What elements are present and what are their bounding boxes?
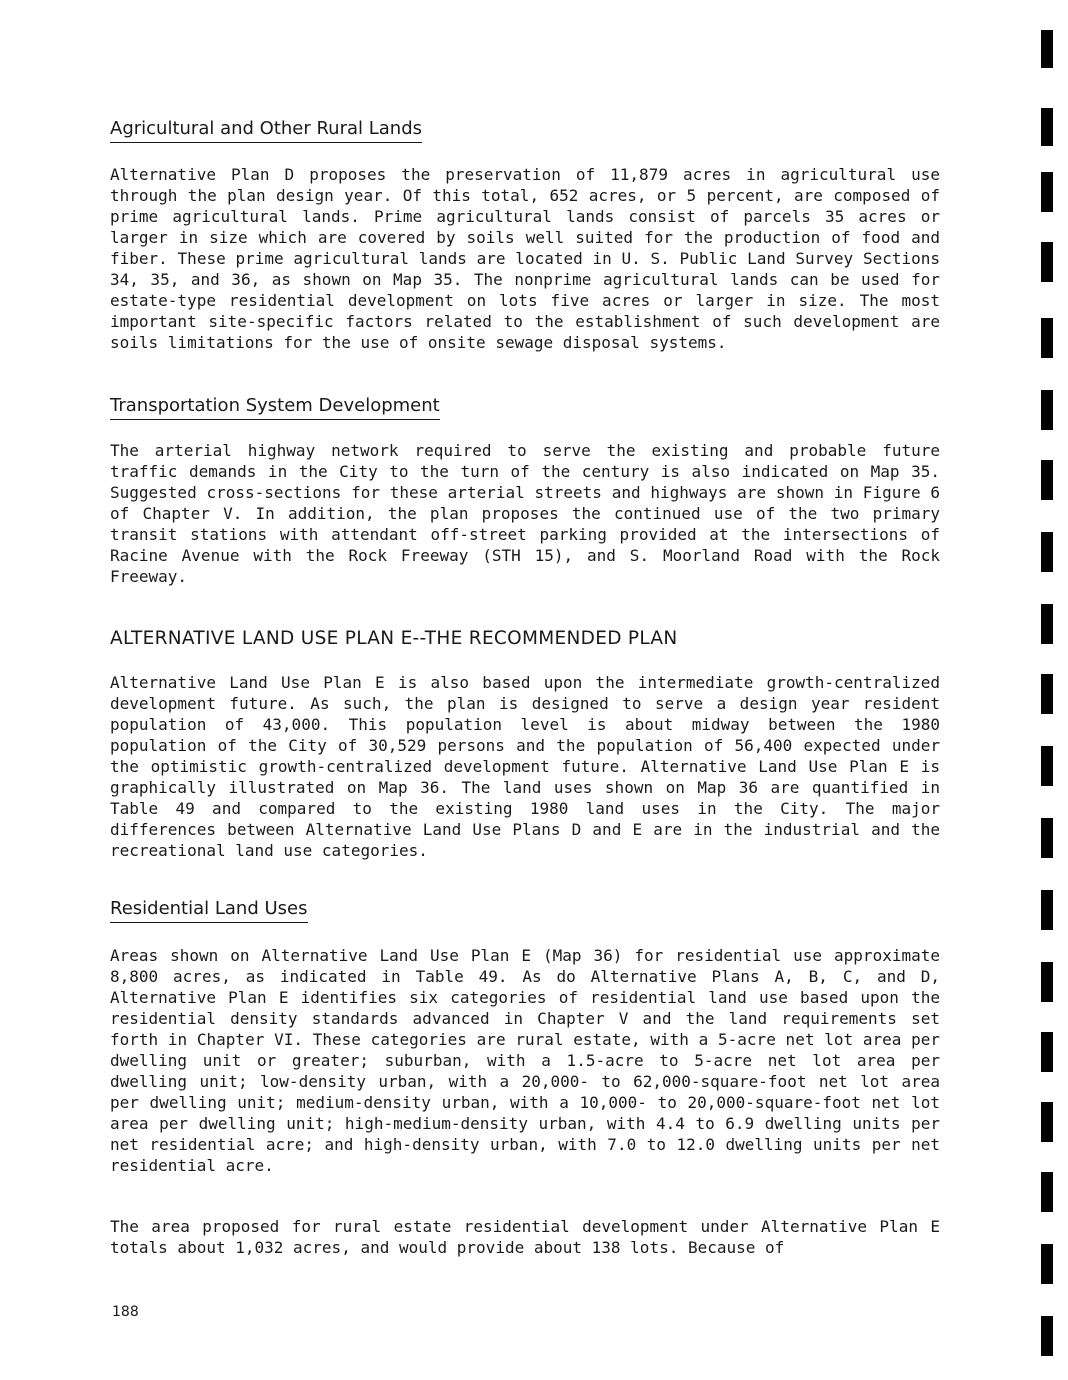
- timing-mark: [1041, 604, 1053, 644]
- timing-mark: [1041, 1316, 1053, 1356]
- timing-mark: [1041, 1172, 1053, 1212]
- timing-mark: [1041, 1102, 1053, 1142]
- timing-mark: [1041, 460, 1053, 500]
- timing-mark: [1041, 818, 1053, 858]
- timing-mark: [1041, 318, 1053, 358]
- timing-mark: [1041, 674, 1053, 714]
- paragraph-residential-2: The area proposed for rural estate residential development under Alternative Plan E totals about 1,032 acres, and would provide about 138 lots. Because of: [110, 1217, 940, 1257]
- timing-mark: [1041, 532, 1053, 572]
- paragraph-residential-1: Areas shown on Alternative Land Use Plan E (Map 36) for residential use approximate 8,800 acres, as indicated in Table 49. As do Alternative Plans A, B, C, and D, Alternative Plan E identifies six categories of residential land use based upon the residential density standards advanced in Chapter V and the land requirements set forth in Chapter VI. These categories are rural estate, with a 5-acre net lot area per dwelling unit or greater; suburban, with a 1.5-acre to 5-acre net lot area per dwelling unit; low-density urban, with a 20,000- to 62,000-square-foot net lot area per dwelling unit; medium-density urban, with a 10,000- to 20,000-square-foot net lot area per dwelling unit; high-medium-density urban, with 4.4 to 6.9 dwelling units per net residential acre; and high-density urban, with 7.0 to 12.0 dwelling units per net residential acre.: [110, 946, 940, 1175]
- section-heading-transportation: Transportation System Development: [110, 395, 440, 420]
- timing-mark: [1041, 390, 1053, 430]
- paragraph-transportation: The arterial highway network required to serve the existing and probable future traffic demands in the City to the turn of the century is also indicated on Map 35. Suggested cross-sections for these arterial streets and highways are shown in Figure 6 of Chapter V. In addition, the plan proposes the continued use of the two primary transit stations with attendant off-street parking provided at the intersections of Racine Avenue with the Rock Freeway (STH 15), and S. Moorland Road with the Rock Freeway.: [110, 441, 940, 586]
- section-heading-agricultural: Agricultural and Other Rural Lands: [110, 118, 422, 143]
- timing-mark: [1041, 890, 1053, 930]
- timing-mark: [1041, 1244, 1053, 1284]
- timing-mark: [1041, 30, 1053, 68]
- major-heading-plan-e: ALTERNATIVE LAND USE PLAN E--THE RECOMMENDED PLAN: [110, 628, 678, 649]
- page-number: 188: [112, 1304, 139, 1320]
- timing-mark: [1041, 1032, 1053, 1072]
- section-heading-residential: Residential Land Uses: [110, 898, 308, 923]
- timing-mark: [1041, 242, 1053, 282]
- timing-mark: [1041, 108, 1053, 146]
- paragraph-agricultural: Alternative Plan D proposes the preservation of 11,879 acres in agricultural use through the plan design year. Of this total, 652 acres, or 5 percent, are composed of prime agricultural lands. Prime agricultural lands consist of parcels 35 acres or larger in size which are covered by soils well suited for the production of food and fiber. These prime agricultural lands are located in U. S. Public Land Survey Sections 34, 35, and 36, as shown on Map 35. The nonprime agricultural lands can be used for estate-type residential development on lots five acres or larger in size. The most important site-specific factors related to the establishment of such development are soils limitations for the use of onsite sewage disposal systems.: [110, 165, 940, 352]
- timing-mark: [1041, 746, 1053, 786]
- paragraph-plan-e: Alternative Land Use Plan E is also based upon the intermediate growth-centralized development future. As such, the plan is designed to serve a design year resident population of 43,000. This population level is about midway between the 1980 population of the City of 30,529 persons and the population of 56,400 expected under the optimistic growth-centralized development future. Alternative Land Use Plan E is graphically illustrated on Map 36. The land uses shown on Map 36 are quantified in Table 49 and compared to the existing 1980 land uses in the City. The major differences between Alternative Land Use Plans D and E are in the industrial and the recreational land use categories.: [110, 673, 940, 860]
- timing-mark: [1041, 172, 1053, 212]
- timing-mark: [1041, 962, 1053, 1002]
